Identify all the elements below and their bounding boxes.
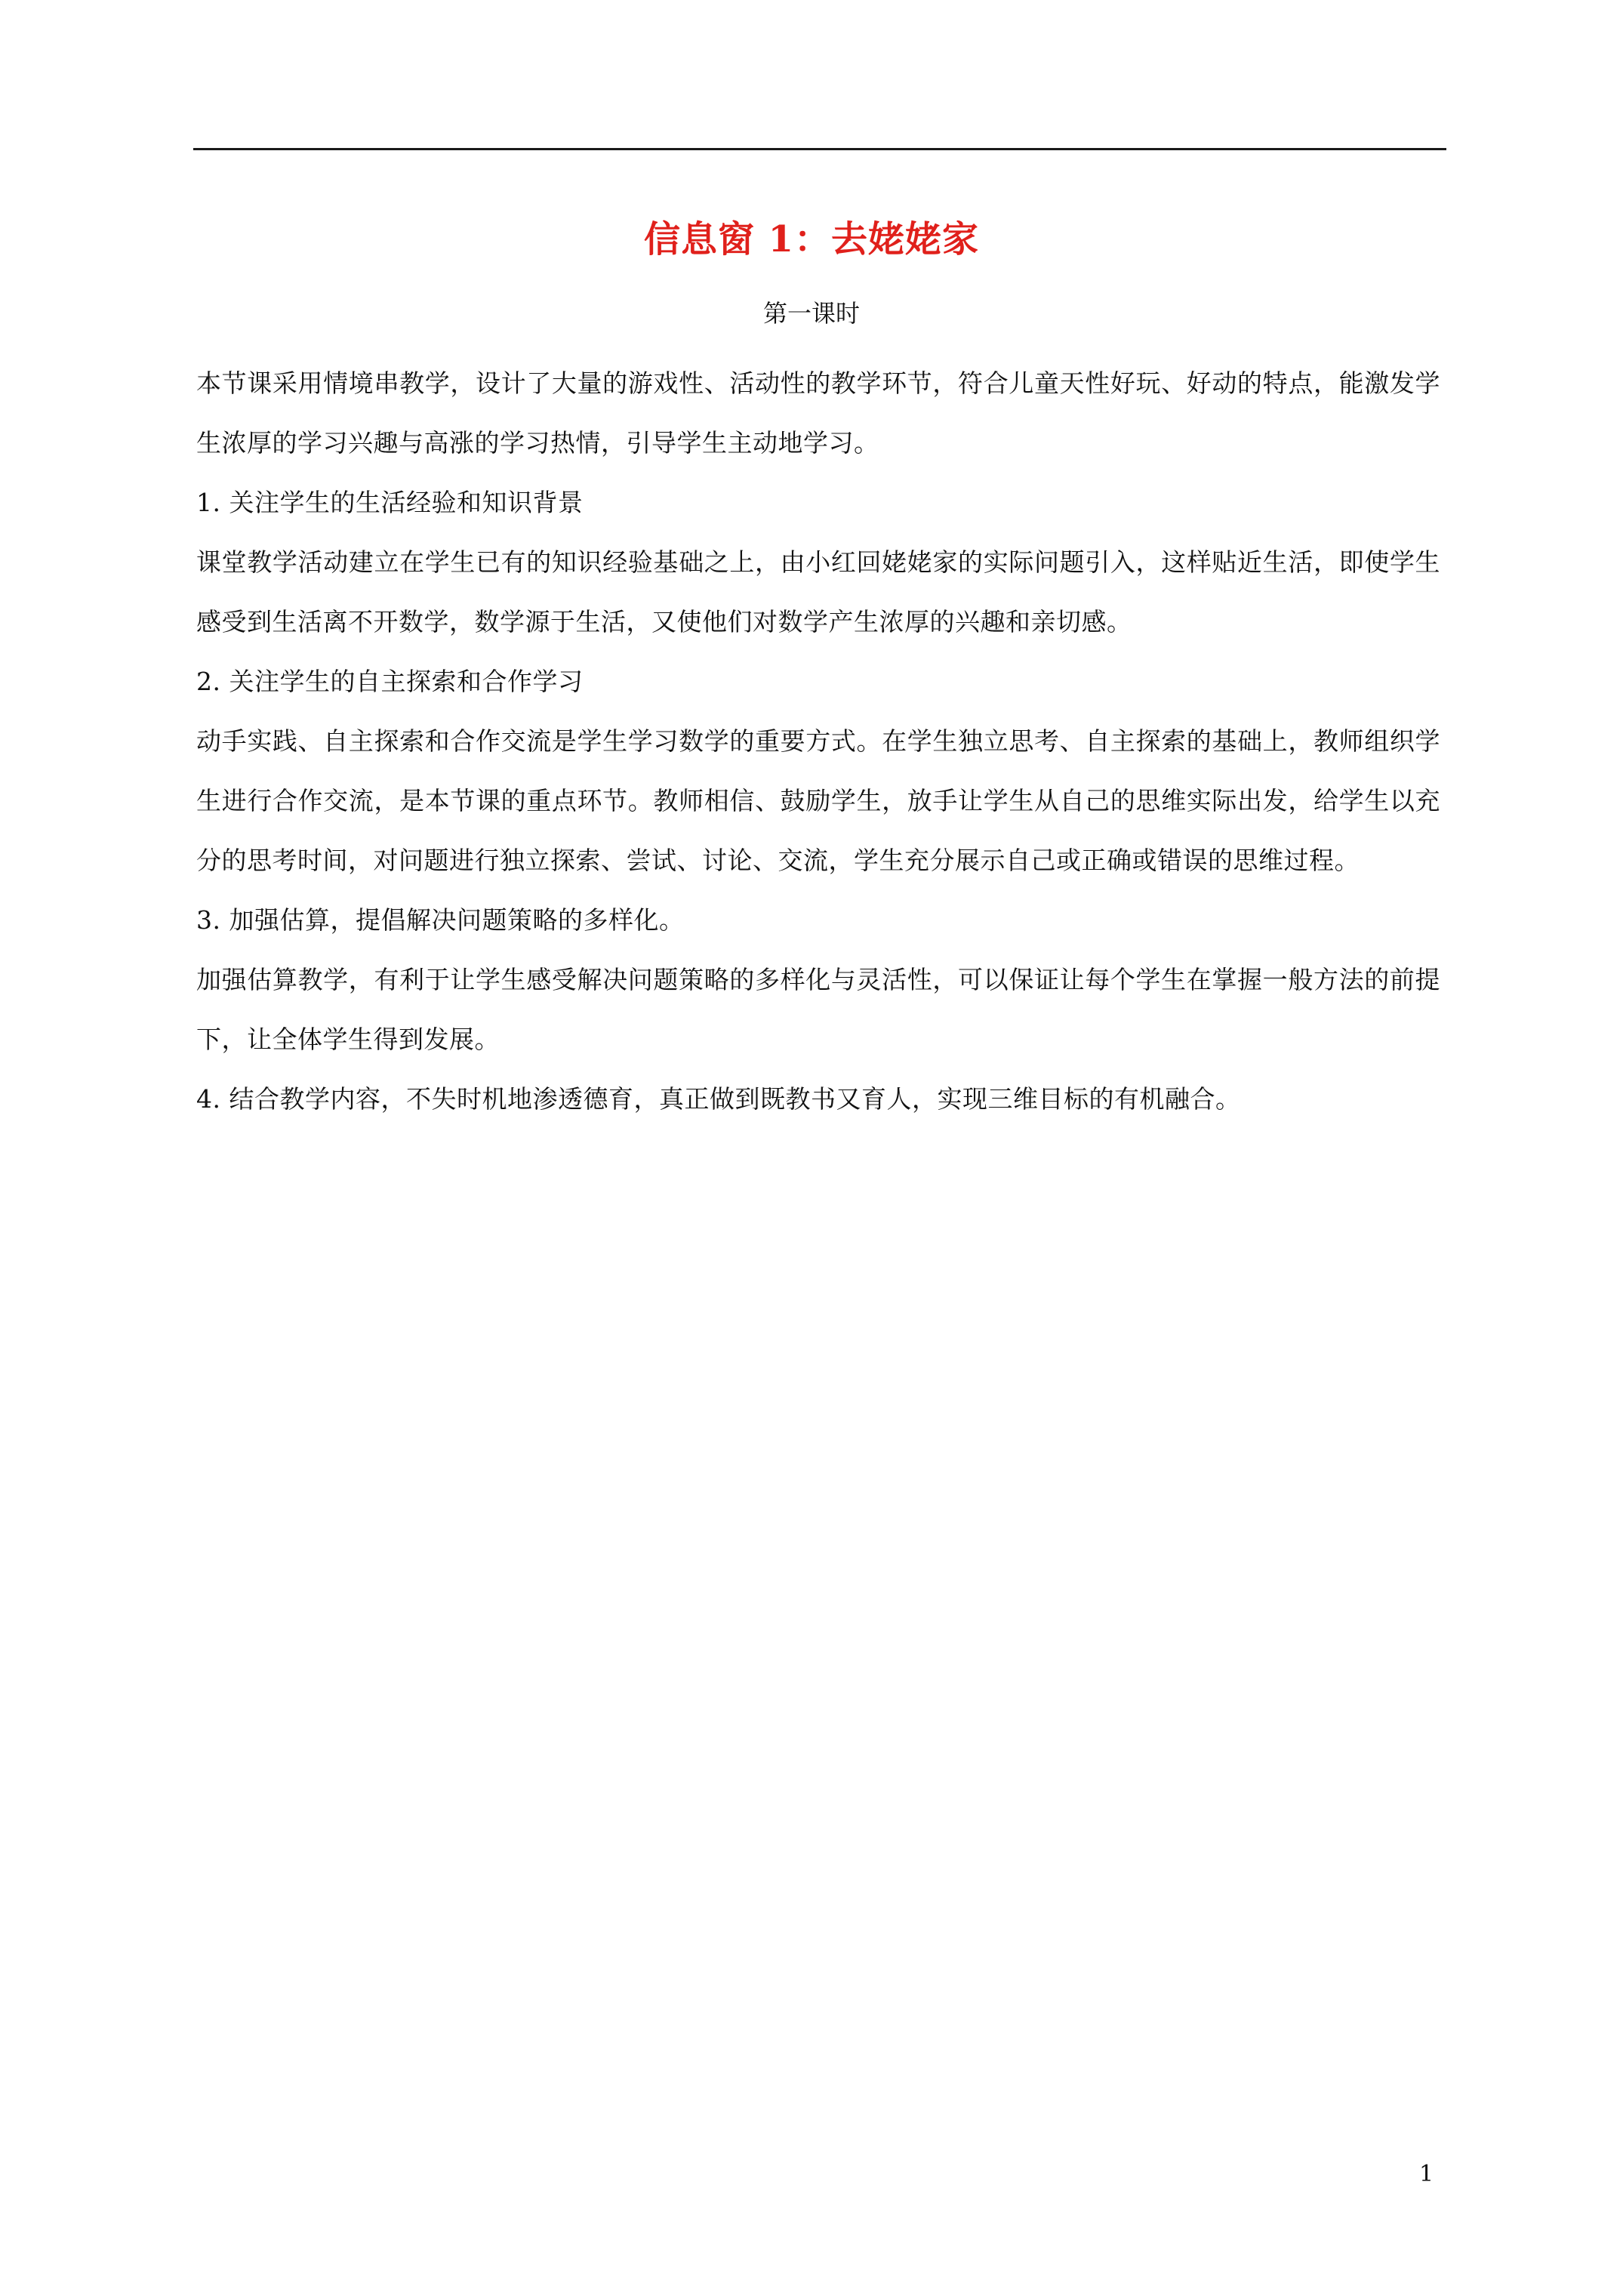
- section-body-2: 动手实践、自主探索和合作交流是学生学习数学的重要方式。在学生独立思考、自主探索的基础上，教师组织学生进行合作交流，是本节课的重点环节。教师相信、鼓励学生，放手让学生从自己的思维实际出发，给学生以充分的思考时间，对问题进行独立探索、尝试、讨论、交流，学生充分展示自己或正确或错误的思维过程。: [196, 726, 1440, 875]
- section-heading-1: 1. 关注学生的生活经验和知识背景: [196, 488, 584, 517]
- section-heading-3: 3. 加强估算，提倡解决问题策略的多样化。: [196, 905, 685, 935]
- section-body-1: 课堂教学活动建立在学生已有的知识经验基础之上，由小红回姥姥家的实际问题引入，这样贴近生活，即使学生感受到生活离不开数学，数学源于生活，又使他们对数学产生浓厚的兴趣和亲切感。: [196, 547, 1440, 636]
- section-heading-4: 4. 结合教学内容，不失时机地渗透德育，真正做到既教书又育人，实现三维目标的有机融合。: [196, 1084, 1241, 1114]
- document-subtitle: 第一课时: [762, 299, 860, 328]
- document-title: 信息窗 1：去姥姥家: [643, 218, 980, 260]
- header-rule: [193, 148, 1446, 150]
- document-body: [196, 353, 1440, 1129]
- section-heading-2: 2. 关注学生的自主探索和合作学习: [196, 667, 584, 696]
- intro-paragraph: 本节课采用情境串教学，设计了大量的游戏性、活动性的教学环节，符合儿童天性好玩、好动的特点，能激发学生浓厚的学习兴趣与高涨的学习热情，引导学生主动地学习。: [196, 368, 1440, 458]
- page-number: 1: [1419, 2161, 1434, 2187]
- section-body-3: 加强估算教学，有利于让学生感受解决问题策略的多样化与灵活性，可以保证让每个学生在掌握一般方法的前提下，让全体学生得到发展。: [196, 965, 1440, 1054]
